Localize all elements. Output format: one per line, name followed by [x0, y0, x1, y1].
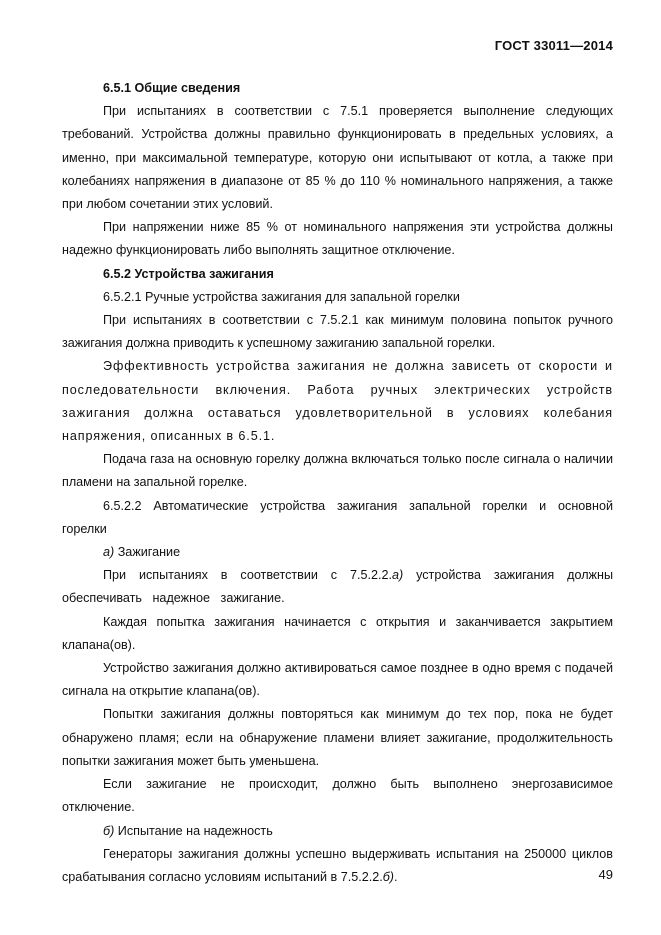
text-segment: устройства зажигания должны обеспечивать надежное зажигание.	[62, 568, 613, 606]
page-number: 49	[598, 867, 613, 882]
subsection-heading-6-5-2-1: 6.5.2.1 Ручные устройства зажигания для запальной горелки	[103, 289, 460, 304]
item-title-a: Зажигание	[117, 545, 181, 560]
text-segment: При испытаниях в соответствии с 7.5.2.2.	[103, 568, 393, 583]
text-segment: .	[394, 869, 398, 884]
paragraph: При испытаниях в соответствии с 7.5.2.1 как минимум половина попыток ручного зажигания должна приводить к успешному зажиганию запальной горелки.	[62, 313, 613, 351]
item-title-b: Испытание на надежность	[117, 823, 273, 838]
standard-header: ГОСТ 33011—2014	[494, 38, 613, 53]
list-item-heading-a	[62, 541, 613, 564]
text-segment: Генераторы зажигания должны успешно выдерживать испытания на 250000 циклов срабатывания согласно условиям испытаний в 7.5.2.2.	[62, 846, 613, 884]
paragraph: Устройство зажигания должно активироваться самое позднее в одно время с подачей сигнала на открытие клапана(ов).	[62, 661, 613, 699]
paragraph: Каждая попытка зажигания начинается с открытия и заканчивается закрытием клапана(ов).	[62, 614, 613, 652]
paragraph	[62, 843, 613, 889]
page-content	[62, 77, 613, 889]
subsection-heading-6-5-2-2: 6.5.2.2 Автоматические устройства зажигания запальной горелки и основной горелки	[62, 498, 613, 536]
item-marker-b: б)	[103, 823, 115, 838]
paragraph: Эффективность устройства зажигания не должна зависеть от скорости и последовательности включения. Работа ручных электрических устройств зажигания должна оставаться удовлетворительной в условиях колебания напряжения, описанных в 6.5.1.	[62, 359, 613, 444]
reference-a: а)	[392, 568, 404, 583]
list-item-heading-b	[62, 820, 613, 843]
paragraph: При испытаниях в соответствии с 7.5.1 проверяется выполнение следующих требований. Устройства должны правильно функционировать в предельных условиях, а именно, при максимальной температуре, которую они испытывают от котла, а также при колебаниях напряжения в диапазоне от 85 % до 110 % номинального напряжения, а также при любом сочетании этих условий.	[62, 104, 613, 212]
section-heading-6-5-2: 6.5.2 Устройства зажигания	[103, 266, 274, 281]
item-marker-a: а)	[103, 545, 115, 560]
paragraph: Если зажигание не происходит, должно быть выполнено энергозависимое отключение.	[62, 777, 613, 815]
paragraph: При напряжении ниже 85 % от номинального напряжения эти устройства должны надежно функционировать либо выполнять защитное отключение.	[62, 220, 613, 258]
section-heading-6-5-1: 6.5.1 Общие сведения	[103, 81, 241, 95]
reference-b: б)	[382, 869, 394, 884]
paragraph: Попытки зажигания должны повторяться как минимум до тех пор, пока не будет обнаружено пламя; если на обнаружение пламени влияет зажигание, продолжительность попытки зажигания может быть уменьшена.	[62, 707, 613, 768]
paragraph: Подача газа на основную горелку должна включаться только после сигнала о наличии пламени на запальной горелке.	[62, 452, 613, 490]
paragraph	[62, 564, 613, 610]
